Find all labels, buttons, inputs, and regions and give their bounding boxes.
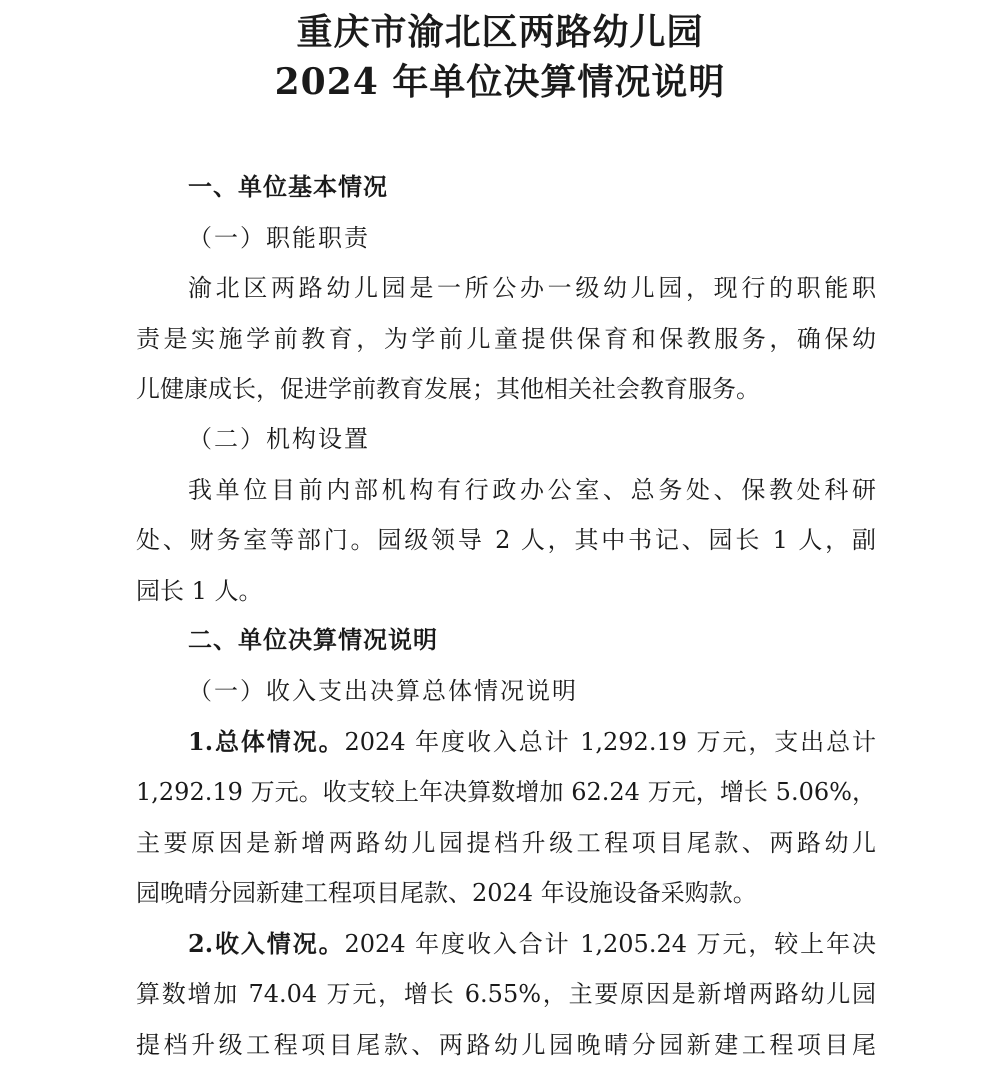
section2-sub1: （一）收入支出决算总体情况说明 [188,677,578,705]
para2-line2: 处、财务室等部门。园级领导 2 人，其中书记、园长 1 人，副 [136,526,876,554]
para2-line1: 我单位目前内部机构有行政办公室、总务处、保教处科研 [188,476,876,504]
para1-line1: 渝北区两路幼儿园是一所公办一级幼儿园，现行的职能职 [188,274,876,302]
document-title-line2: 2024 年单位决算情况说明 [274,61,726,103]
item1-line4: 园晚晴分园新建工程项目尾款、2024 年设施设备采购款。 [136,879,757,907]
para1-line2: 责是实施学前教育，为学前儿童提供保育和保教服务，确保幼 [136,325,876,353]
item1-line1 [188,727,876,757]
item2-line3: 提档升级工程项目尾款、两路幼儿园晚晴分园新建工程项目尾 [136,1031,876,1059]
para1-line3: 儿健康成长，促进学前教育发展；其他相关社会教育服务。 [136,375,760,403]
item1-lead: 1.总体情况。 [188,727,345,756]
section1-sub1: （一）职能职责 [188,224,370,252]
item1-line1-text: 2024 年度收入总计 1,292.19 万元，支出总计 [344,728,876,756]
item1-line2: 1,292.19 万元。收支较上年决算数增加 62.24 万元，增长 5.06%， [136,778,876,806]
item2-line2: 算数增加 74.04 万元，增长 6.55%，主要原因是新增两路幼儿园 [136,980,876,1008]
section2-heading: 二、单位决算情况说明 [188,626,438,654]
item2-line1-text: 2024 年度收入合计 1,205.24 万元，较上年决 [344,930,876,958]
document-title-line1: 重庆市渝北区两路幼儿园 [296,11,704,53]
item2-lead: 2.收入情况。 [188,929,345,958]
item2-line1 [188,929,876,959]
section1-sub2: （二）机构设置 [188,425,370,453]
item1-line3: 主要原因是新增两路幼儿园提档升级工程项目尾款、两路幼儿 [136,829,876,857]
section1-heading: 一、单位基本情况 [188,173,388,201]
para2-line3: 园长 1 人。 [136,577,263,605]
